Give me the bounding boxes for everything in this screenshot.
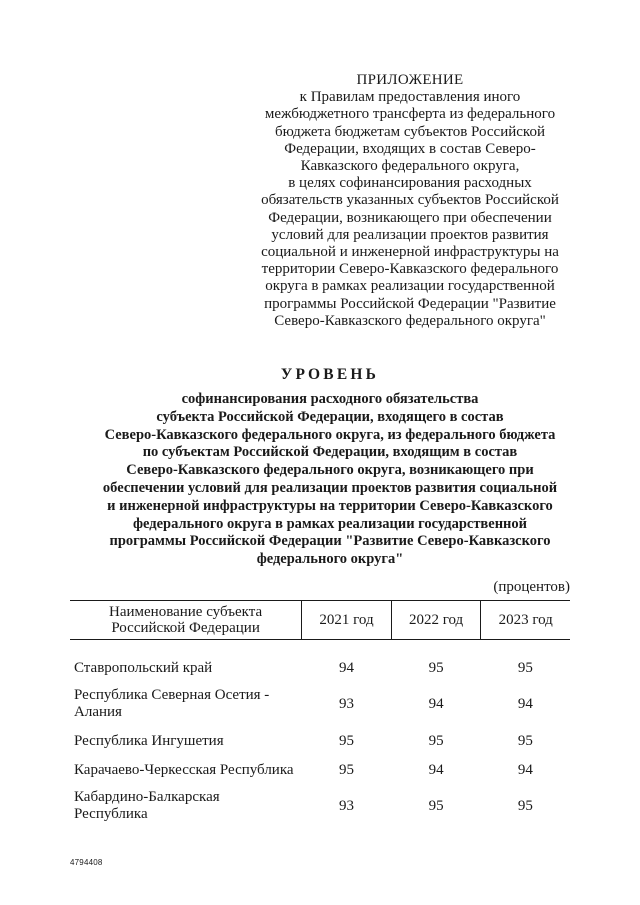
region-name xyxy=(70,687,302,731)
value-2022: 94 xyxy=(428,762,444,778)
title-line: федерального округа" xyxy=(256,551,404,568)
appendix-line: Кавказского федерального округа, xyxy=(300,158,520,175)
region-name-line: Алания xyxy=(74,704,122,720)
appendix-label: ПРИЛОЖЕНИЕ xyxy=(356,72,464,88)
appendix-line: условий для реализации проектов развития xyxy=(271,226,549,243)
appendix-line: территории Северо-Кавказского федерального xyxy=(261,261,559,278)
units-label: (процентов) xyxy=(493,579,570,595)
title-line: софинансирования расходного обязательства xyxy=(181,391,479,407)
value-2022: 94 xyxy=(428,696,444,712)
value-2021: 93 xyxy=(338,696,354,712)
appendix-line: Федерации, возникающего при обеспечении xyxy=(268,209,552,226)
title-line: Северо-Кавказского федерального округа, возникающего при xyxy=(126,462,534,479)
appendix-line: округа в рамках реализации государственной xyxy=(265,278,555,295)
appendix-line: Северо-Кавказского федерального округа" xyxy=(274,312,546,329)
title-line: Северо-Кавказского федерального округа, из федерального бюджета xyxy=(104,426,556,443)
appendix-line: к Правилам предоставления иного xyxy=(299,89,521,106)
value-2022: 95 xyxy=(428,798,444,814)
column-header-2023: 2023 год xyxy=(481,601,570,640)
value-2023: 94 xyxy=(517,762,533,778)
document-id: 4794408 xyxy=(70,858,103,867)
appendix-line: программы Российской Федерации "Развитие xyxy=(264,295,556,312)
title-subtitle xyxy=(40,391,620,569)
region-name-line: Кабардино-Балкарская xyxy=(74,789,220,805)
title-line: по субъектам Российской Федерации, входящим в состав xyxy=(142,444,518,461)
document-title xyxy=(40,366,620,569)
title-line: программы Российской Федерации "Развитие Северо-Кавказского xyxy=(109,533,551,550)
appendix-line: обязательств указанных субъектов Российской xyxy=(261,192,559,209)
column-header-2021: 2021 год xyxy=(302,601,392,640)
title-line: обеспечении условий для реализации проектов развития социальной xyxy=(102,479,558,496)
region-name xyxy=(70,658,302,687)
value-2021: 94 xyxy=(338,660,354,676)
column-header-region-line1: Наименование субъекта xyxy=(109,604,263,620)
region-name-line: Республика Северная Осетия - xyxy=(74,687,270,703)
title-line: и инженерной инфраструктуры на территории Северо-Кавказского xyxy=(107,497,553,514)
title-line: федерального округа в рамках реализации государственной xyxy=(132,515,528,532)
value-2023: 94 xyxy=(517,696,533,712)
region-name-line: Республика xyxy=(74,806,148,822)
appendix-line: социальной и инженерной инфраструктуры на xyxy=(261,244,559,261)
region-name xyxy=(70,760,302,789)
region-name xyxy=(70,731,302,760)
column-header-region-line2: Российской Федерации xyxy=(111,620,260,636)
value-2021: 95 xyxy=(338,762,354,778)
table-row xyxy=(70,731,570,760)
appendix-line: в целях софинансирования расходных xyxy=(288,175,532,192)
value-2022: 95 xyxy=(428,733,444,749)
table-row xyxy=(70,789,570,833)
title-line: субъекта Российской Федерации, входящего в состав xyxy=(156,408,504,425)
value-2021: 95 xyxy=(338,733,354,749)
value-2023: 95 xyxy=(517,798,533,814)
value-2023: 95 xyxy=(517,660,533,676)
table-header-row xyxy=(70,601,570,640)
region-name xyxy=(70,789,302,833)
column-header-region xyxy=(70,601,302,640)
appendix-line: Федерации, входящих в состав Северо- xyxy=(284,140,536,157)
table-row xyxy=(70,760,570,789)
region-name-line: Республика Ингушетия xyxy=(74,733,224,749)
value-2021: 93 xyxy=(338,798,354,814)
value-2022: 95 xyxy=(428,660,444,676)
appendix-line: бюджета бюджетам субъектов Российской xyxy=(275,123,545,140)
region-name-line: Карачаево-Черкесская Республика xyxy=(74,762,294,778)
region-name-line: Ставропольский край xyxy=(74,660,213,676)
table-row xyxy=(70,658,570,687)
appendix-line: межбюджетного трансферта из федерального xyxy=(264,106,556,123)
appendix-header xyxy=(240,72,580,330)
table-row xyxy=(70,687,570,731)
title-main: УРОВЕНЬ xyxy=(280,366,380,383)
cofinancing-table xyxy=(70,600,570,833)
column-header-2022: 2022 год xyxy=(391,601,481,640)
value-2023: 95 xyxy=(517,733,533,749)
